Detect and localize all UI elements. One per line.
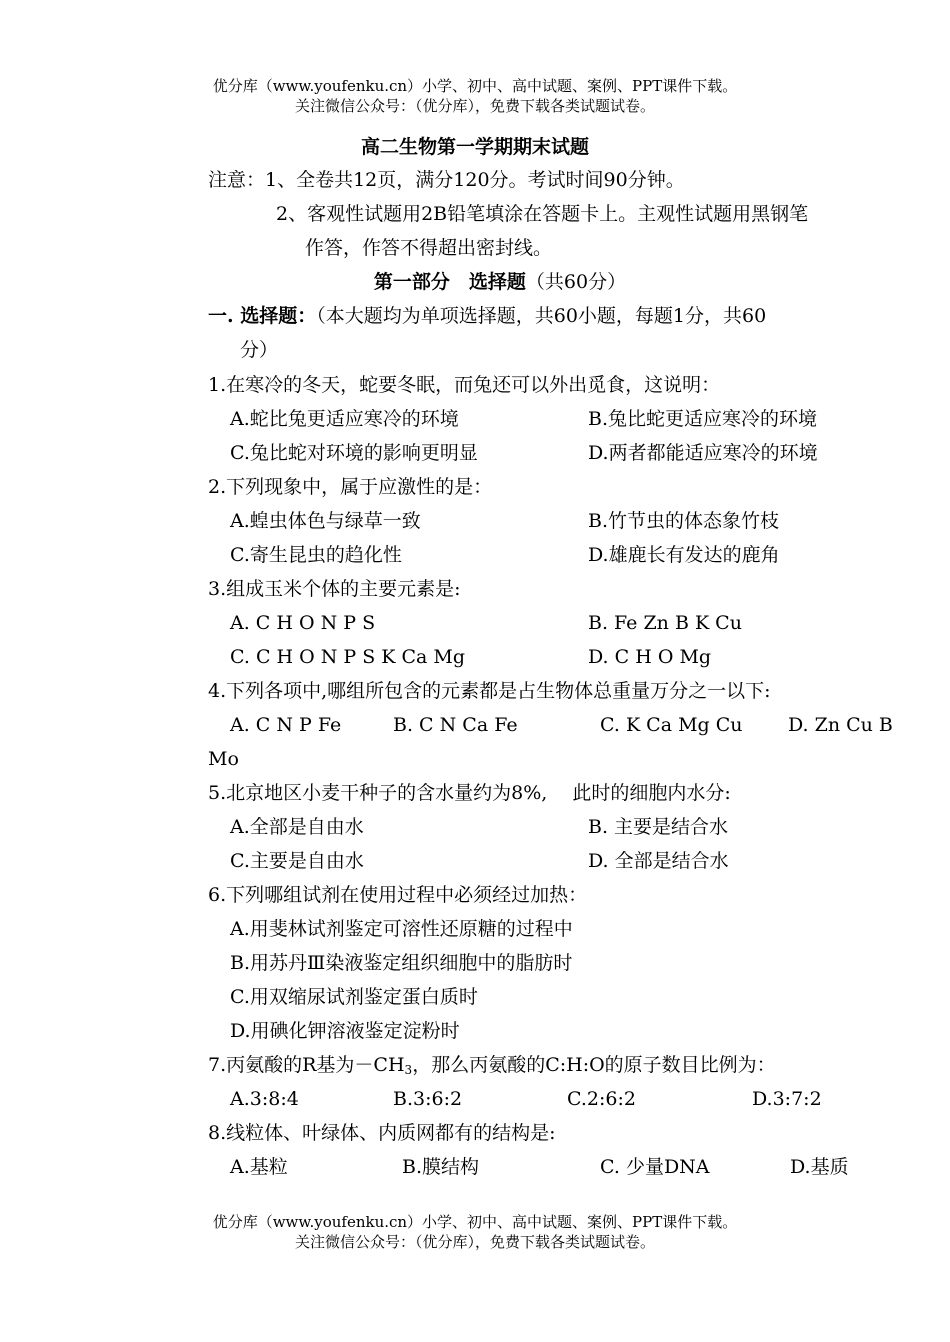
footer-line-2: 关注微信公众号：（优分库），免费下载各类试题试卷。 <box>294 1233 655 1251</box>
section-heading-rest: （本大题均为单项选择题，共60小题，每题1分，共60 <box>316 305 767 327</box>
question-8-option-a: A.基粒 <box>230 1156 288 1178</box>
question-4-option-b: B. C N Ca Fe <box>393 714 518 736</box>
section-heading-bold: 一. 选择题： <box>208 305 317 327</box>
question-3-option-c: C. C H O N P S K Ca Mg <box>230 646 466 668</box>
question-2-option-c: C.寄生昆虫的趋化性 <box>230 544 402 566</box>
question-4-option-a: A. C N P Fe <box>230 714 342 736</box>
question-7-subscript: 3 <box>404 1063 413 1077</box>
question-5-option-d: D. 全部是结合水 <box>588 850 729 872</box>
part-heading-rest: （共60分） <box>525 271 627 293</box>
question-3-option-a: A. C H O N P S <box>230 612 376 634</box>
question-8-option-d: D.基质 <box>790 1156 849 1178</box>
question-2-option-d: D.雄鹿长有发达的鹿角 <box>588 544 780 566</box>
footer-line-1: 优分库（www.youfenku.cn）小学、初中、高中试题、案例、PPT课件下载。 <box>212 1213 738 1231</box>
question-2-option-b: B.竹节虫的体态象竹枝 <box>588 510 780 532</box>
question-3-option-b: B. Fe Zn B K Cu <box>588 612 742 634</box>
question-2-option-a: A.蝗虫体色与绿草一致 <box>230 510 421 532</box>
question-1-option-b: B.兔比蛇更适应寒冷的环境 <box>588 408 818 430</box>
question-5-stem: 5.北京地区小麦干种子的含水量约为8%, 此时的细胞内水分: <box>208 782 731 804</box>
question-7-option-a: A.3:8:4 <box>230 1088 299 1110</box>
question-3-stem: 3.组成玉米个体的主要元素是: <box>208 578 461 600</box>
question-5-option-a: A.全部是自由水 <box>230 816 364 838</box>
header-line-2: 关注微信公众号：（优分库），免费下载各类试题试卷。 <box>294 97 655 115</box>
note-1: 注意：1、全卷共12页，满分120分。考试时间90分钟。 <box>208 169 685 191</box>
question-6-option-b: B.用苏丹Ⅲ染液鉴定组织细胞中的脂肪时 <box>230 952 573 974</box>
question-7-option-d: D.3:7:2 <box>752 1088 822 1110</box>
question-1-option-a: A.蛇比兔更适应寒冷的环境 <box>230 408 459 430</box>
note-2-continued: 作答，作答不得超出密封线。 <box>305 237 553 259</box>
question-7-option-b: B.3:6:2 <box>393 1088 463 1110</box>
question-6-stem: 6.下列哪组试剂在使用过程中必须经过加热： <box>208 884 588 906</box>
section-heading-continued: 分） <box>240 339 279 361</box>
question-7-stem <box>208 1048 776 1082</box>
question-5-option-b: B. 主要是结合水 <box>588 816 729 838</box>
section-heading <box>208 299 766 333</box>
question-1-option-c: C.兔比蛇对环境的影响更明显 <box>230 442 478 464</box>
note-2: 2、客观性试题用2B铅笔填涂在答题卡上。主观性试题用黑钢笔 <box>276 203 809 225</box>
header-line-1: 优分库（www.youfenku.cn）小学、初中、高中试题、案例、PPT课件下载。 <box>212 77 738 95</box>
question-7-stem-post: ，那么丙氨酸的C:H:O的原子数目比例为： <box>412 1054 776 1076</box>
page-title: 高二生物第一学期期末试题 <box>360 136 589 158</box>
question-1-option-d: D.两者都能适应寒冷的环境 <box>588 442 818 464</box>
question-7-option-c: C.2:6:2 <box>567 1088 636 1110</box>
question-8-option-b: B.膜结构 <box>402 1156 480 1178</box>
question-2-stem: 2.下列现象中，属于应激性的是： <box>208 476 493 498</box>
question-4-option-d-continued: Mo <box>208 748 239 770</box>
question-6-option-c: C.用双缩尿试剂鉴定蛋白质时 <box>230 986 478 1008</box>
question-7-stem-pre: 7.丙氨酸的R基为－CH <box>208 1054 405 1076</box>
question-8-stem: 8.线粒体、叶绿体、内质网都有的结构是: <box>208 1122 556 1144</box>
question-8-option-c: C. 少量DNA <box>600 1156 710 1178</box>
part-heading <box>0 265 950 299</box>
question-6-option-a: A.用斐林试剂鉴定可溶性还原糖的过程中 <box>230 918 573 940</box>
question-4-option-c: C. K Ca Mg Cu <box>600 714 743 736</box>
question-1-stem: 1.在寒冷的冬天，蛇要冬眠，而兔还可以外出觅食，这说明： <box>208 374 721 396</box>
part-heading-bold: 第一部分 选择题 <box>373 271 526 293</box>
question-6-option-d: D.用碘化钾溶液鉴定淀粉时 <box>230 1020 460 1042</box>
question-3-option-d: D. C H O Mg <box>588 646 712 668</box>
question-4-option-d: D. Zn Cu B <box>788 714 893 736</box>
question-5-option-c: C.主要是自由水 <box>230 850 364 872</box>
question-4-stem: 4.下列各项中,哪组所包含的元素都是占生物体总重量万分之一以下: <box>208 680 771 702</box>
